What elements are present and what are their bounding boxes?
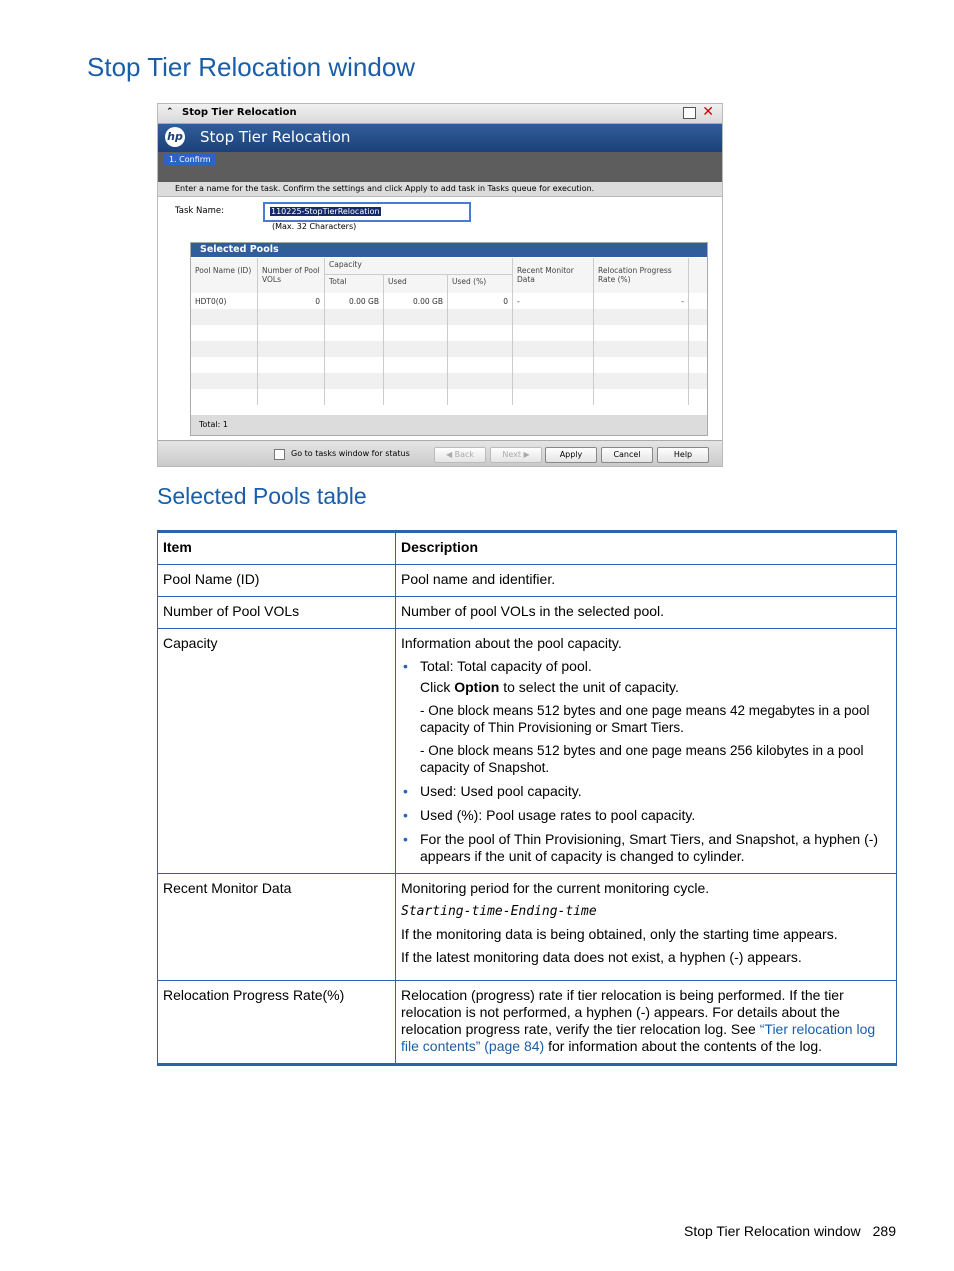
table-header-row [158, 532, 897, 565]
task-name-value: 110225-StopTierRelocation [271, 207, 380, 216]
tier-relocation-log-link[interactable]: “Tier relocation log file contents” (page 84) [401, 1021, 876, 1054]
description-table [157, 530, 897, 1066]
selected-pools-panel [190, 242, 708, 436]
block-note-1: - One block means 512 bytes and one page means 42 megabytes in a pool capacity of Thin Provisioning or Smart Tiers. [420, 703, 870, 735]
footer-title: Stop Tier Relocation window [683, 1223, 861, 1239]
panel-title: Selected Pools [191, 243, 707, 257]
block-note-2: - One block means 512 bytes and one page means 256 kilobytes in a pool capacity of Snapshot. [420, 743, 864, 775]
pools-total: Total: 1 [191, 415, 707, 435]
col-total[interactable]: Total [325, 275, 384, 294]
col-pool-name[interactable]: Pool Name (ID) [191, 258, 258, 293]
table-row [158, 565, 897, 597]
description-cell [396, 874, 897, 981]
window-title: Stop Tier Relocation [182, 107, 297, 118]
click-option-note: Click Option to select the unit of capacity. [420, 679, 679, 695]
list-item: • Used: Used pool capacity. [415, 783, 891, 800]
page-number: 289 [872, 1223, 896, 1239]
table-row [158, 981, 897, 1065]
dialog-banner [158, 124, 722, 152]
task-name-input[interactable] [263, 202, 471, 222]
capacity-list [401, 658, 891, 865]
description-cell: Pool name and identifier. [396, 565, 897, 597]
step-bar [158, 152, 722, 182]
max-chars-note: (Max. 32 Characters) [272, 222, 357, 231]
hp-logo: hp [165, 127, 185, 147]
table-row [158, 629, 897, 874]
apply-button[interactable]: Apply [545, 447, 597, 463]
col-rate[interactable]: Relocation Progress Rate (%) [594, 258, 689, 293]
cell-pool: HDT0(0) [191, 293, 258, 309]
col-recent[interactable]: Recent Monitor Data [513, 258, 594, 293]
section-title: Selected Pools table [157, 483, 367, 509]
page-footer [684, 1223, 896, 1239]
header-description: Description [396, 532, 897, 565]
recent-note-1: If the monitoring data is being obtained, only the starting time appears. [401, 926, 838, 942]
col-capacity: Capacity [325, 258, 513, 275]
table-row [158, 874, 897, 981]
banner-title: Stop Tier Relocation [200, 128, 351, 146]
cell-rate: - [594, 293, 689, 309]
go-to-tasks-label: Go to tasks window for status [291, 449, 410, 458]
item-cell: Relocation Progress Rate(%) [158, 981, 396, 1065]
dialog-screenshot [157, 103, 723, 467]
close-icon[interactable]: ✕ [702, 104, 714, 120]
recent-note-2: If the latest monitoring data does not exist, a hyphen (-) appears. [401, 949, 802, 965]
next-button[interactable]: Next ▶ [490, 447, 542, 463]
table-row [158, 597, 897, 629]
option-term: Option [454, 679, 500, 695]
window-titlebar [158, 104, 722, 124]
capacity-intro: Information about the pool capacity. [401, 635, 622, 651]
list-item [415, 658, 891, 776]
header-item: Item [158, 532, 396, 565]
list-item: • For the pool of Thin Provisioning, Smart Tiers, and Snapshot, a hyphen (-) appears if the unit of capacity is changed to cylinder. [415, 831, 891, 865]
page-title: Stop Tier Relocation window [87, 52, 416, 82]
go-to-tasks-checkbox[interactable] [274, 449, 285, 460]
cell-used: 0.00 GB [384, 293, 448, 309]
table-row[interactable] [191, 293, 707, 309]
pools-table [191, 258, 707, 405]
description-cell [396, 629, 897, 874]
cell-used-pct: 0 [448, 293, 513, 309]
description-cell: Relocation (progress) rate if tier relocation is being performed. If the tier relocation is not performed, a hyphen (-) appears. For details about the relocation progress rate, verify the tier relocation log. See “Tier relocation log file contents” (page 84) for information about the contents of the log. [396, 981, 897, 1065]
col-used-pct[interactable]: Used (%) [448, 275, 513, 294]
step-confirm[interactable]: 1. Confirm [164, 154, 216, 165]
back-button[interactable]: ◀ Back [434, 447, 486, 463]
list-item: • Used (%): Pool usage rates to pool capacity. [415, 807, 891, 824]
maximize-icon[interactable] [683, 107, 696, 119]
capacity-total: Total: Total capacity of pool. [420, 658, 592, 674]
item-cell: Number of Pool VOLs [158, 597, 396, 629]
cancel-button[interactable]: Cancel [601, 447, 653, 463]
recent-format: Starting-time-Ending-time [401, 904, 597, 919]
button-bar [158, 440, 722, 467]
cell-vols: 0 [258, 293, 325, 309]
item-cell: Capacity [158, 629, 396, 874]
description-cell: Number of pool VOLs in the selected pool. [396, 597, 897, 629]
help-button[interactable]: Help [657, 447, 709, 463]
col-used[interactable]: Used [384, 275, 448, 294]
item-cell: Recent Monitor Data [158, 874, 396, 981]
collapse-icon[interactable]: ⌃ [166, 107, 174, 117]
recent-desc: Monitoring period for the current monitoring cycle. [401, 880, 710, 896]
cell-recent: - [513, 293, 594, 309]
instruction-text: Enter a name for the task. Confirm the settings and click Apply to add task in Tasks queue for execution. [158, 182, 722, 197]
col-num-vols[interactable]: Number of Pool VOLs [258, 258, 325, 293]
task-name-label: Task Name: [175, 206, 224, 216]
item-cell: Pool Name (ID) [158, 565, 396, 597]
cell-total: 0.00 GB [325, 293, 384, 309]
